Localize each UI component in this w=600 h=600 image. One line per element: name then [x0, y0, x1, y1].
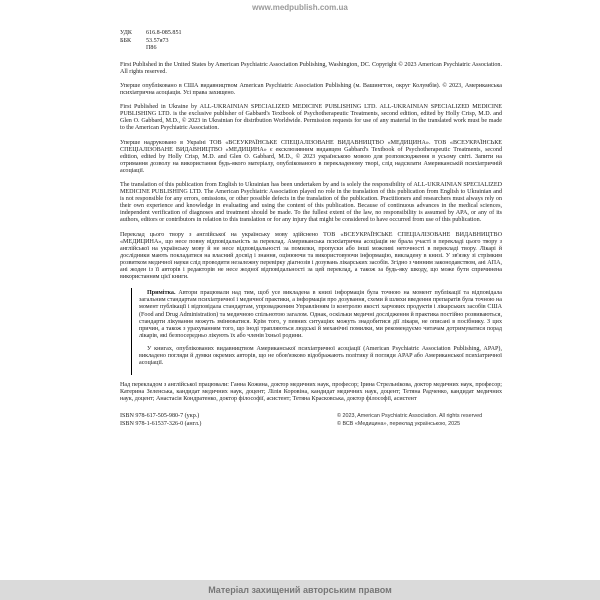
code-key: ББК — [120, 37, 132, 44]
copyright-footer-banner: Матеріал захищений авторським правом — [0, 580, 600, 600]
code-row — [120, 45, 502, 53]
isbn-block — [120, 413, 201, 429]
code-row — [120, 30, 502, 38]
translation-disclaimer: The translation of this publication from English to Ukrainian has been undertaken by and is solely the responsibility of ALL-UKRAINIAN SPECIALIZED MEDICINE PUBLISHING LTD. The American Psychiatric Association played no role in the translation of this publication from English to Ukrainian and is not responsible for any errors, omissions, or other possible defects in the translation of the publication. Practitioners and researchers must always rely on their own experience and knowledge in evaluating and using the content of this publication. Because of continuous advances in the medical sciences, independent verification of diagnoses and treatment should be made. To the fullest extent of the law, no responsibility is assumed by APA, or any of its authors, editors or contributors in relation to this translation or for any injury that might be considered to have occurred from use of this publication. — [120, 182, 502, 224]
translation-disclaimer-ua: Переклад цього твору з англійської на українську мову здійснено ТОВ «ВСЕУКРАЇНСЬКЕ СПЕЦІАЛІЗОВАНЕ ВИДАВНИЦТВО «МЕДИЦИНА», що несе повну відповідальність за переклад. Американська психіатрична асоціація не брала участі в перекладі цього твору з англійської на українську мову й не несе відповідальності за помилки, пропуски або інші можливі неточності в перекладі твору. Лікарі й дослідники мають покладатися на власний досвід і знання, оцінюючи та використовуючи інформацію, викладену в книзі. У зв'язку зі стрімким розвитком медичної науки слід проводити незалежну перевірку діагнозів і дозувань лікарських засобів. Згідно з чинним законодавством, ані АПА, ані жоден із її авторів і редакторів не несе жодної відповідальності за цей переклад, а також за будь-яку шкоду, що може бути спричинена використанням цієї книги. — [120, 231, 502, 281]
isbn-english: ISBN 978-1-61537-326-0 (англ.) — [120, 421, 202, 428]
code-key: УДК — [120, 30, 132, 36]
us-publication-notice-ua: Уперше опубліковано в США видавництвом American Psychiatric Association Publishing (м. Вашингтон, округ Колумбія). © 2023, Американська психіатрична асоціація. Усі права захищено. — [120, 82, 502, 97]
note-box — [131, 288, 502, 375]
copyright-block — [337, 413, 502, 429]
code-value: 616.8-085.851 — [146, 30, 182, 36]
isbn-ukrainian: ISBN 978-617-505-980-7 (укр.) — [120, 413, 200, 420]
copyright-page — [120, 30, 502, 429]
note-paragraph-2: У книгах, опублікованих видавництвом Американської психіатричної асоціації (American Psychiatric Association Publishing, APAP), викладено погляди й думки окремих авторів, що не обов'язково відображають політику й погляди APAP або Американської психіатричної асоціації. — [139, 345, 502, 367]
classification-codes — [120, 30, 502, 53]
bottom-info — [120, 413, 502, 429]
code-value: 53.57я73 — [146, 37, 169, 44]
site-url: www.medpublish.com.ua — [252, 3, 348, 12]
code-row — [120, 38, 502, 46]
note-text: Автори працювали над тим, щоб усе викладена в книзі інформація була точною на момент публікації та відповідала загальним стандартам психіатричної і медичної практики, а інформація про дозування, схеми й шляхи введення препаратів була точною на момент публікації і відповідала стандартам, упровадженим Управлінням із контролю якості харчових продуктів і лікарських засобів США (Food and Drug Administration) та медичною спільнотою загалом. Однак, оскільки медичні дослідження й практика постійно розвиваються, стандарти лікування можуть змінюватися. Крім того, у певних ситуаціях можуть знадобитися дії лікаря, не описані в посібнику. З цих причин, а також з урахуванням того, що іноді трапляються людські й механічні помилки, ми рекомендуємо читачам дотримуватися порад лікарів, які безпосередньо лікують їх або членів їхньої родини. — [139, 290, 502, 339]
code-key — [120, 45, 146, 53]
ukraine-publication-notice: First Published in Ukraine by ALL-UKRAINIAN SPECIALIZED MEDICINE PUBLISHING LTD. ALL-UKRAINIAN SPECIALIZED MEDICINE PUBLISHING LTD. is the exclusive publisher of Gabbard's Textbook of Psychotherapeutic Treatments, second edition, edited by Holly Crisp, M.D. and Glen O. Gabbard, M.D., © 2023 in Ukrainian for distribution Worldwide. Permission requests for use of any material in the translated work must be made to the American Psychiatric Association. — [120, 104, 502, 132]
note-paragraph — [139, 290, 502, 340]
translators-list: Над перекладом з англійської працювали: Ганна Кожина, доктор медичних наук, професор; Ірина Стрельнікова, доктор медичних наук, професор; Катерина Зеленська, кандидат медичних наук, доцент; Лілія Коровіна, кандидат медичних наук, доцент; Тетяна Радченко, кандидат медичних наук, доцент; Анастасія Кондратенко, доктор філософії, асистент; Тетяна Красковська, доктор філософії, асистент — [120, 382, 502, 403]
code-value: П86 — [146, 45, 157, 52]
ukraine-publication-notice-ua: Уперше надруковано в Україні ТОВ «ВСЕУКРАЇНСЬКЕ СПЕЦІАЛІЗОВАНЕ ВИДАВНИЦТВО «МЕДИЦИНА». ТОВ «ВСЕУКРАЇНСЬКЕ СПЕЦІАЛІЗОВАНЕ ВИДАВНИЦТВО «МЕДИЦИНА» є ексклюзивним видавцем Gabbard's Textbook of Psychotherapeutic Treatments, second edition, edited by Holly Crisp, M.D. and Glen O. Gabbard, M.D., © 2023 українською мовою для розповсюдження в усьому світі. Запити на отримання дозволу на використання будь-якого матеріалу, опублікованого в перекладеному творі, слід надсилати Американській психіатричній асоціації. — [120, 139, 502, 174]
note-label: Примітка. — [147, 290, 176, 297]
copyright-publisher: © ВСВ «Медицина», переклад українською, 2025 — [337, 421, 461, 428]
copyright-apa: © 2023, American Psychiatric Association. All rights reserved — [337, 413, 483, 420]
us-publication-notice: First Published in the United States by American Psychiatric Association Publishing, Washington, DC. Copyright © 2023 American Psychiatric Association. All rights reserved. — [120, 61, 502, 75]
